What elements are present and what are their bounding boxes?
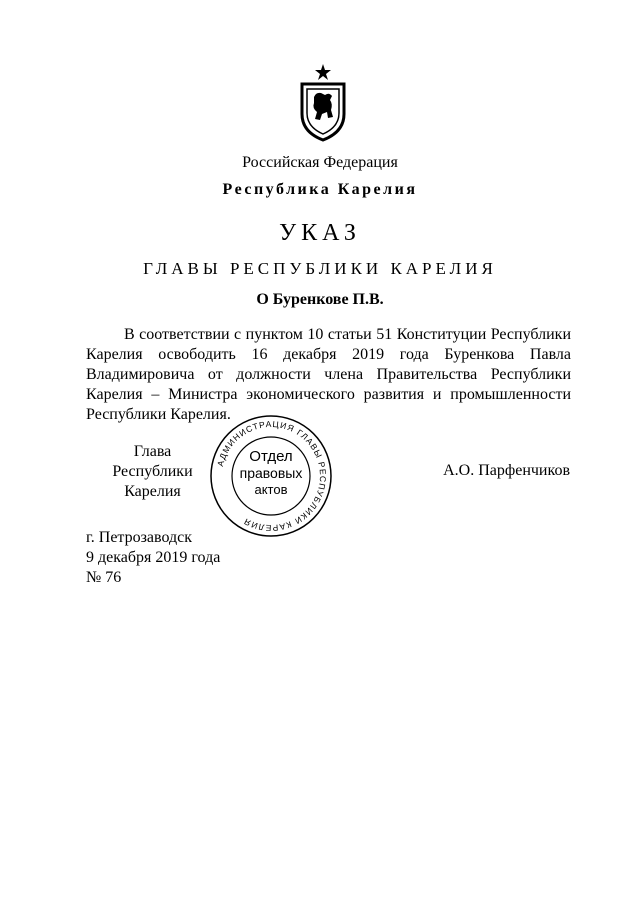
stamp-ring-text: АДМИНИСТРАЦИЯ ГЛАВЫ РЕСПУБЛИКИ КАРЕЛИЯ xyxy=(214,418,329,534)
signatory-position-line2: Республики Карелия xyxy=(112,463,193,500)
stamp-center-line3: актов xyxy=(254,482,288,497)
issue-date: 9 декабря 2019 года xyxy=(86,549,221,566)
signatory-position xyxy=(86,442,219,502)
official-stamp xyxy=(208,413,334,539)
signatory-position-line1: Глава xyxy=(133,443,172,460)
signatory-name: А.О. Парфенчиков xyxy=(443,462,570,479)
document-footer xyxy=(86,528,220,588)
stamp-center-line2: правовых xyxy=(239,465,303,481)
document-type: УКАЗ xyxy=(279,220,361,246)
country-name: Российская Федерация xyxy=(242,154,398,171)
issuer-title: ГЛАВЫ РЕСПУБЛИКИ КАРЕЛИЯ xyxy=(143,259,497,278)
coat-of-arms-icon xyxy=(298,62,348,142)
issue-city: г. Петрозаводск xyxy=(86,529,193,546)
republic-name: Республика Карелия xyxy=(222,181,418,198)
document-number: № 76 xyxy=(86,569,122,586)
stamp-center-line1: Отдел xyxy=(249,448,293,465)
decree-body-paragraph: В соответствии с пунктом 10 статьи 51 Конституции Республики Карелия освободить 16 декабря 2019 года Буренкова Павла Владимировича от должности члена Правительства Республики Карелия – Министра экономического развития и промышленности Республики Карелия. xyxy=(86,326,571,423)
document-subject: О Буренкове П.В. xyxy=(256,291,384,308)
